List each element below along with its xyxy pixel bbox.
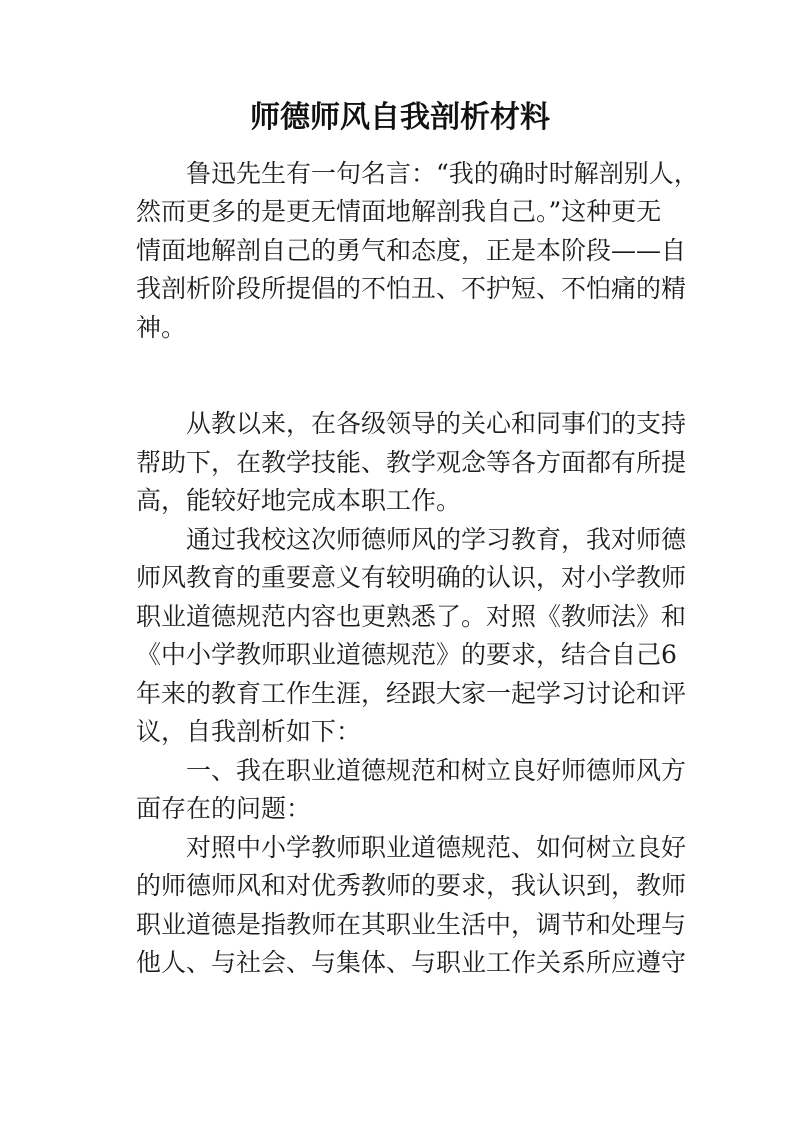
text-line: 通过我校这次师德师风的学习教育，我对师德	[136, 525, 687, 554]
text-line: 《中小学教师职业道德规范》的要求，结合自己6	[136, 640, 677, 669]
text-line: 师风教育的重要意义有较明确的认识，对小学教师	[136, 563, 687, 592]
text-line: 年来的教育工作生涯，经跟大家一起学习讨论和评	[136, 679, 687, 708]
text-line: 职业道德规范内容也更熟悉了。对照《教师法》和	[136, 602, 687, 631]
text-line: 他人、与社会、与集体、与职业工作关系所应遵守	[136, 948, 687, 977]
text-line: 情面地解剖自己的勇气和态度，正是本阶段——自	[136, 236, 687, 265]
document-title: 师德师风自我剖析材料	[250, 100, 550, 135]
text-line: 议，自我剖析如下：	[136, 717, 362, 746]
text-line: 职业道德是指教师在其职业生活中，调节和处理与	[136, 910, 687, 939]
text-line: 鲁迅先生有一句名言：“我的确时时解剖别人，	[136, 159, 699, 188]
text-line: 对照中小学教师职业道德规范、如何树立良好	[136, 833, 687, 862]
text-line: 从教以来，在各级领导的关心和同事们的支持	[136, 409, 687, 438]
text-line: 高，能较好地完成本职工作。	[136, 486, 462, 515]
text-line: 面存在的问题：	[136, 794, 312, 823]
text-line: 我剖析阶段所提倡的不怕丑、不护短、不怕痛的精	[136, 274, 687, 303]
text-line: 神。	[136, 313, 187, 342]
text-line: 帮助下，在教学技能、教学观念等各方面都有所提	[136, 448, 687, 477]
text-line: 的师德师风和对优秀教师的要求，我认识到，教师	[136, 871, 687, 900]
text-line: 然而更多的是更无情面地解剖我自己。”这种更无	[136, 197, 662, 226]
text-line: 一、我在职业道德规范和树立良好师德师风方	[136, 756, 687, 785]
